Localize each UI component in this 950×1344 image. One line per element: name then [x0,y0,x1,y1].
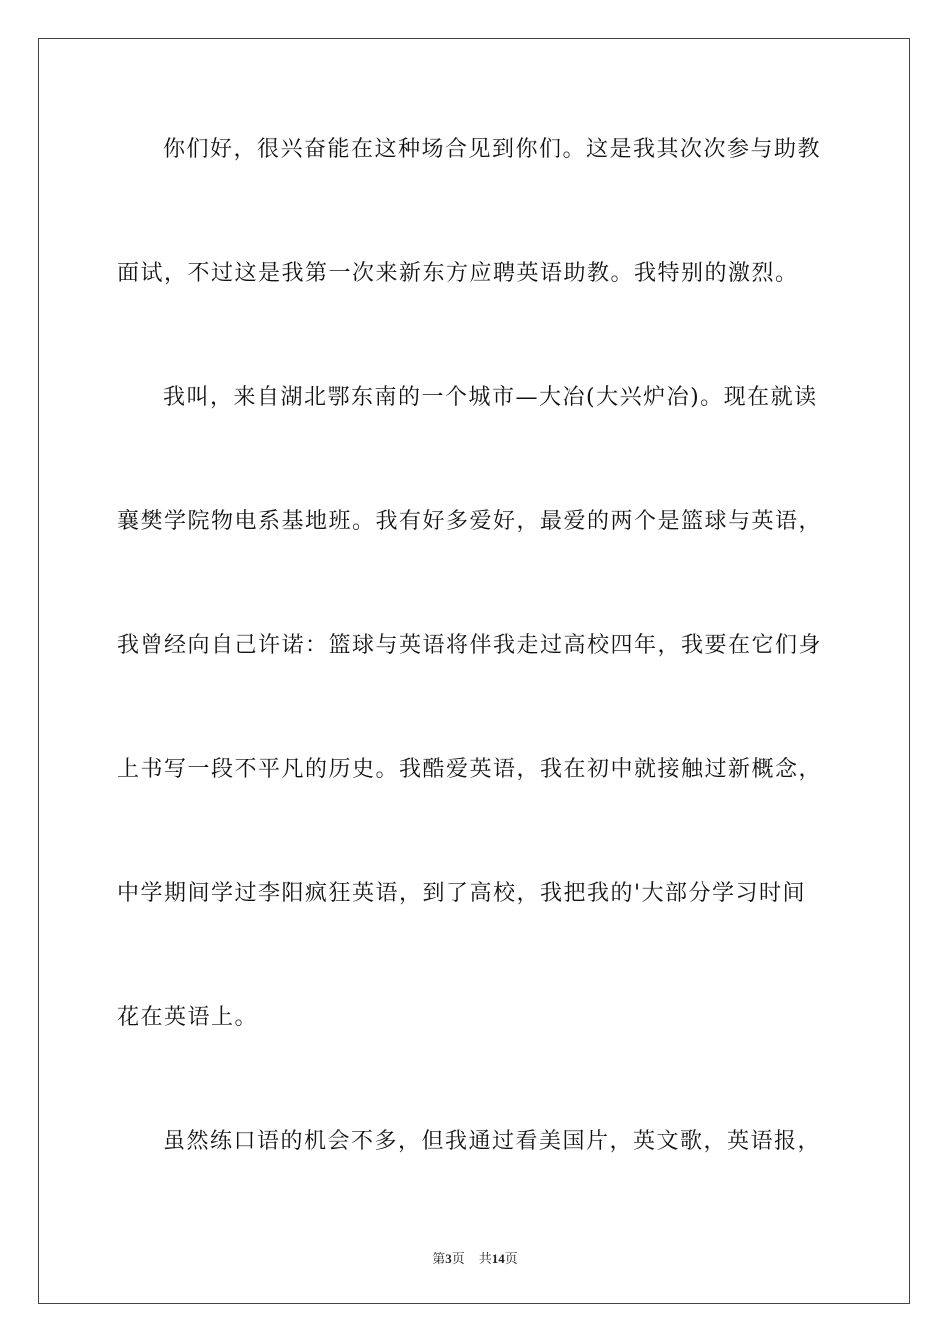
paragraph-line-3: 我叫，来自湖北鄂东南的一个城市—大冶(大兴炉冶)。现在就读 [163,385,818,410]
footer-page-number: 3 [445,1251,452,1266]
footer-total-prefix: 共 [478,1251,492,1266]
footer-page-prefix: 第 [432,1251,446,1266]
paragraph-line-6: 上书写一段不平凡的历史。我酷爱英语，我在初中就接触过新概念， [117,757,823,782]
footer-total-number: 14 [491,1251,505,1266]
paragraph-line-8: 花在英语上。 [117,1005,259,1030]
paragraph-line-4: 襄樊学院物电系基地班。我有好多爱好，最爱的两个是篮球与英语， [117,509,823,534]
paragraph-line-5: 我曾经向自己许诺：篮球与英语将伴我走过高校四年，我要在它们身 [117,633,823,658]
paragraph-line-1: 你们好，很兴奋能在这种场合见到你们。这是我其次次参与助教 [163,137,822,162]
page-footer [0,1248,950,1267]
footer-page-suffix: 页 [451,1251,465,1266]
footer-total-suffix: 页 [504,1251,518,1266]
paragraph-line-7: 中学期间学过李阳疯狂英语，到了高校，我把我的'大部分学习时间 [117,881,807,906]
paragraph-line-2: 面试，不过这是我第一次来新东方应聘英语助教。我特别的激烈。 [117,261,799,286]
page-border [38,38,910,1304]
paragraph-line-9: 虽然练口语的机会不多，但我通过看美国片，英文歌，英语报， [163,1129,822,1154]
